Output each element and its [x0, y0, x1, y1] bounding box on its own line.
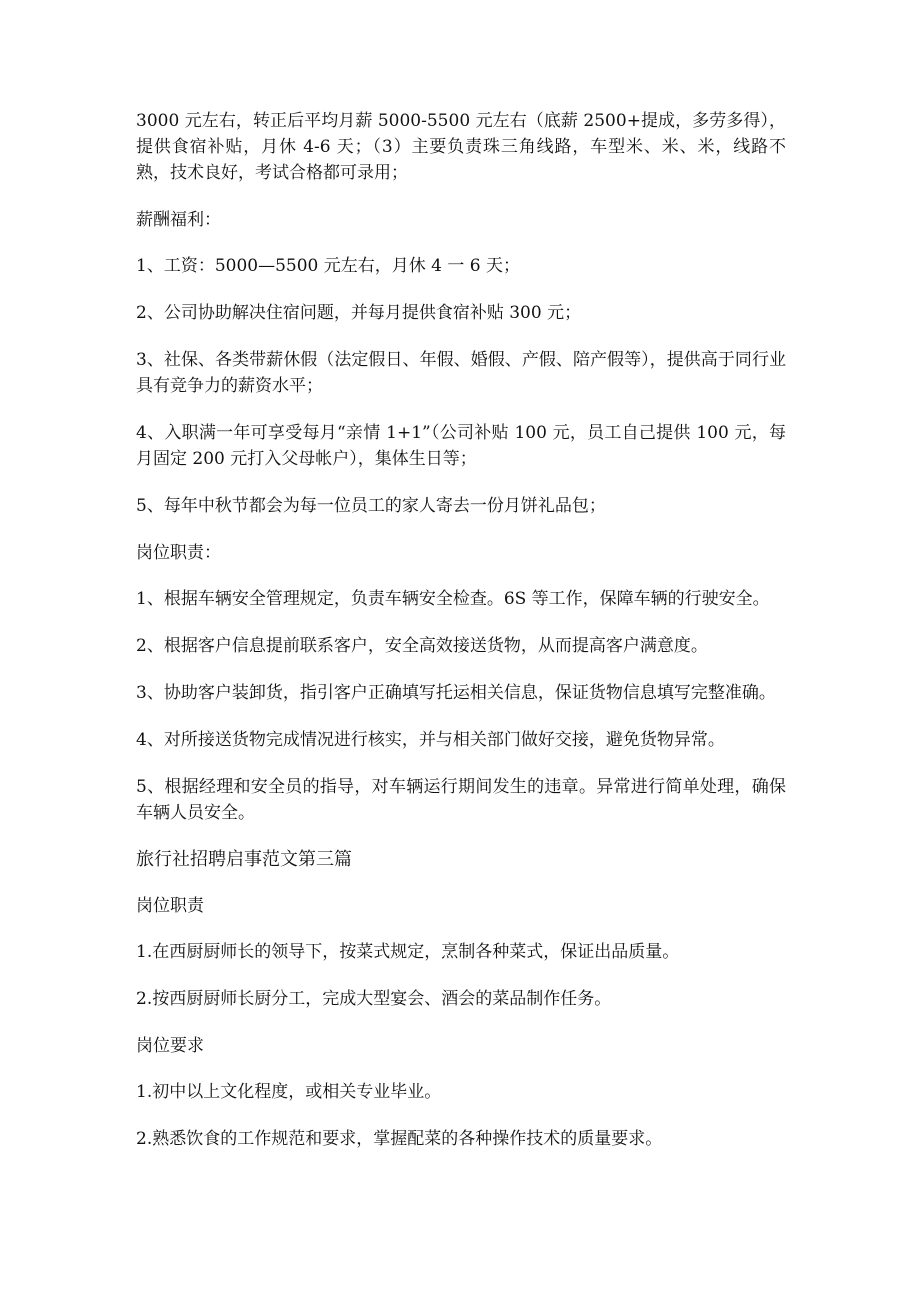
duty-item: 5、根据经理和安全员的指导，对车辆运行期间发生的违章。异常进行简单处理，确保车辆人员安全。	[136, 777, 786, 823]
salary-item: 4、入职满一年可享受每月“亲情 1+1”（公司补贴 100 元，员工自己提供 100 元，每月固定 200 元打入父母帐户），集体生日等；	[136, 423, 786, 469]
section3-title: 旅行社招聘启事范文第三篇	[136, 849, 352, 870]
salary-item: 5、每年中秋节都会为每一位员工的家人寄去一份月饼礼品包；	[136, 496, 606, 516]
duty-item: 2、根据客户信息提前联系客户，安全高效接送货物，从而提高客户满意度。	[136, 636, 708, 656]
section3-requirement-item: 2.熟悉饮食的工作规范和要求，掌握配菜的各种操作技术的质量要求。	[136, 1129, 663, 1149]
salary-benefits-heading: 薪酬福利：	[136, 210, 221, 230]
section3-duties-heading: 岗位职责	[136, 896, 204, 916]
duty-item: 4、对所接送货物完成情况进行核实，并与相关部门做好交接，避免货物异常。	[136, 730, 725, 750]
intro-paragraph: 3000 元左右，转正后平均月薪 5000-5500 元左右（底薪 2500+提成，多劳多得），提供食宿补贴，月休 4-6 天；（3）主要负责珠三角线路，车型米、米、米，线路不熟，技术良好，考试合格都可录用；	[136, 111, 786, 183]
section3-requirement-item: 1.初中以上文化程度，或相关专业毕业。	[136, 1082, 442, 1102]
salary-item: 3、社保、各类带薪休假（法定假日、年假、婚假、产假、陪产假等），提供高于同行业具有竞争力的薪资水平；	[136, 350, 786, 396]
salary-item: 2、公司协助解决住宿问题，并每月提供食宿补贴 300 元；	[136, 303, 582, 323]
document-body	[136, 108, 786, 1173]
salary-item: 1、工资：5000—5500 元左右，月休 4 一 6 天；	[136, 256, 520, 276]
duty-item: 3、协助客户装卸货，指引客户正确填写托运相关信息，保证货物信息填写完整准确。	[136, 683, 776, 703]
duty-item: 1、根据车辆安全管理规定，负责车辆安全检查。6S 等工作，保障车辆的行驶安全。	[136, 589, 770, 609]
section3-duty-item: 2.按西厨厨师长厨分工，完成大型宴会、酒会的菜品制作任务。	[136, 989, 612, 1009]
section3-requirements-heading: 岗位要求	[136, 1036, 204, 1056]
section3-duty-item: 1.在西厨厨师长的领导下，按菜式规定，烹制各种菜式，保证出品质量。	[136, 942, 680, 962]
job-duties-heading: 岗位职责：	[136, 543, 221, 563]
